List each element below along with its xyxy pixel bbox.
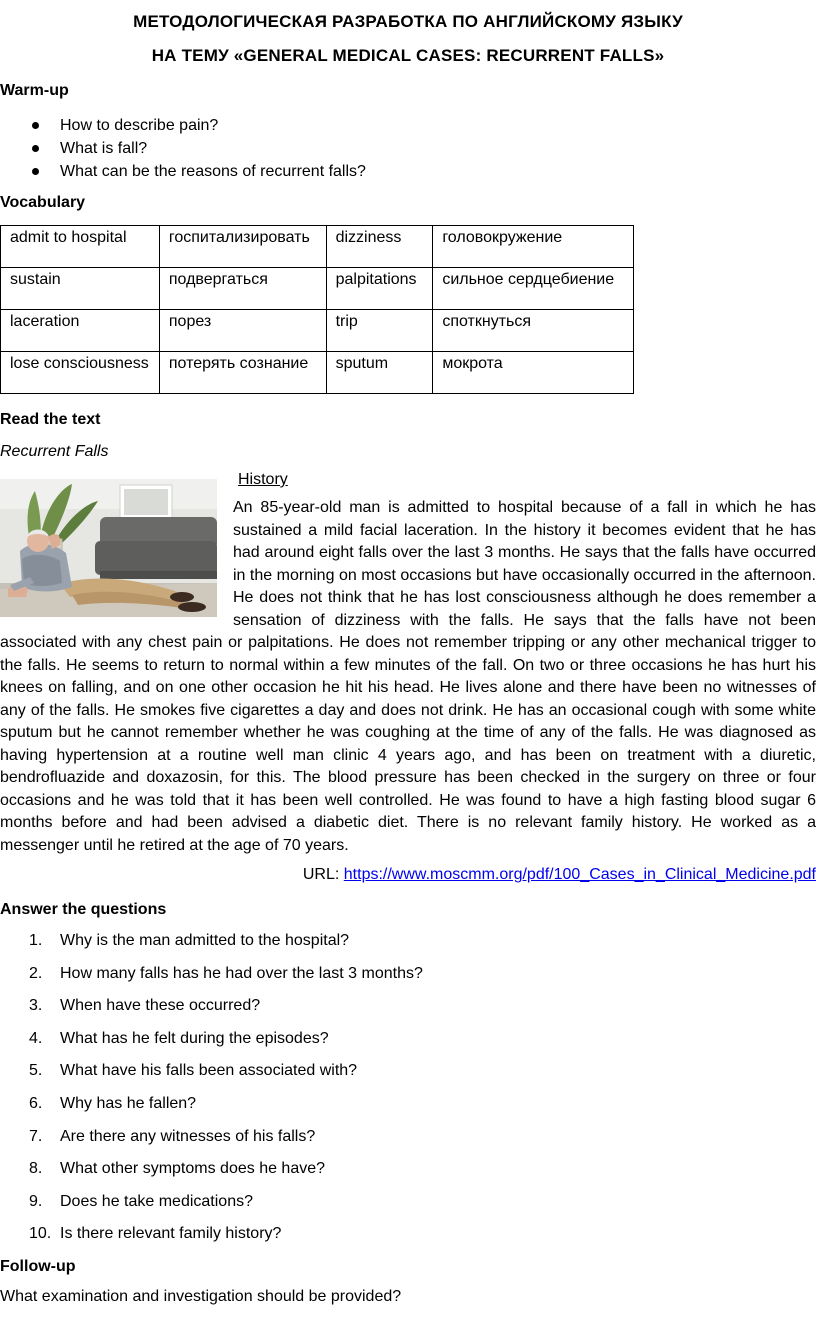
questions-heading: Answer the questions <box>0 901 167 918</box>
vocabulary-row <box>1 352 634 394</box>
question-text: What has he felt during the episodes? <box>60 1029 329 1047</box>
warmup-list <box>0 114 366 183</box>
vocab-translation: головокружение <box>433 226 634 268</box>
vocabulary-row <box>1 310 634 352</box>
vocab-term: palpitations <box>326 268 433 310</box>
question-item <box>0 929 423 962</box>
warmup-item: How to describe pain? <box>0 114 366 137</box>
question-item <box>0 1125 423 1158</box>
question-text: What have his falls been associated with? <box>60 1062 358 1080</box>
vocab-term: lose consciousness <box>1 352 160 394</box>
vocab-translation: порез <box>159 310 326 352</box>
question-number: 7. <box>29 1127 43 1145</box>
url-label: URL: <box>302 866 344 883</box>
vocab-term: trip <box>326 310 433 352</box>
vocabulary-table <box>0 225 634 394</box>
warmup-heading: Warm-up <box>0 82 69 99</box>
case-history-paragraph: An 85-year-old man is admitted to hospital because of a fall in which he has sustained a mild facial laceration. In the history it becomes evident that he has had around eight falls over the last 3 months. He says that the falls have occurred in the morning on most occasions but have occasionally occurred in the afternoon. He does not think that he has lost consciousness although he does remember a sensation of dizziness with the falls. He says that the falls have not been associated with any chest pain or palpitations. He does not remember tripping or any other mechanical trigger to the falls. He seems to return to normal within a few minutes of the fall. On two or three occasions he has hurt his knees on falling, and on one other occasion he hit his head. He lives alone and there have been no witnesses of any of the falls. He smokes five cigarettes a day and does not drink. He has an occasional cough with some white sputum but he cannot remember whether he was coughing at the time of any of the falls. He was diagnosed as having hypertension at a routine well man clinic 4 years ago, and has been on treatment with a diuretic, bendrofluazide and doxazosin, for this. The blood pressure has been checked in the surgery on three or four occasions and he was told that it has been well controlled. He was found to have a high fasting blood sugar 6 months before and had been advised a diabetic diet. There is no relevant family history. He worked as a messenger until he retired at the age of 70 years. <box>0 499 816 854</box>
vocab-term: admit to hospital <box>1 226 160 268</box>
document-title-line-2: НА ТЕМУ «GENERAL MEDICAL CASES: RECURRENT FALLS» <box>151 46 665 65</box>
vocab-translation: потерять сознание <box>159 352 326 394</box>
question-text: Why has he fallen? <box>60 1094 197 1112</box>
question-item <box>0 1157 423 1190</box>
question-item <box>0 1027 423 1060</box>
followup-text: What examination and investigation should be provided? <box>0 1288 402 1305</box>
followup-heading: Follow-up <box>0 1258 76 1275</box>
question-text: When have these occurred? <box>60 997 261 1015</box>
question-number: 2. <box>29 964 43 982</box>
question-number: 10. <box>29 1225 52 1243</box>
history-label: History <box>238 471 288 488</box>
question-item <box>0 1092 423 1125</box>
question-text: Does he take medications? <box>60 1192 253 1210</box>
question-item <box>0 1059 423 1092</box>
question-number: 6. <box>29 1094 43 1112</box>
vocab-translation: мокрота <box>433 352 634 394</box>
question-number: 1. <box>29 932 43 949</box>
source-url-link[interactable]: https://www.moscmm.org/pdf/100_Cases_in_Clinical_Medicine.pdf <box>343 866 816 883</box>
warmup-item: What is fall? <box>0 137 366 160</box>
vocab-term: sustain <box>1 268 160 310</box>
question-number: 9. <box>29 1192 43 1210</box>
question-number: 4. <box>29 1029 43 1047</box>
vocab-term: laceration <box>1 310 160 352</box>
question-text: Is there relevant family history? <box>60 1225 282 1243</box>
reading-subtitle: Recurrent Falls <box>0 443 109 460</box>
vocabulary-row <box>1 226 634 268</box>
warmup-item: What can be the reasons of recurrent falls? <box>0 160 366 183</box>
question-number: 5. <box>29 1062 43 1080</box>
vocabulary-row <box>1 268 634 310</box>
source-url-line <box>303 866 816 884</box>
vocab-translation: споткнуться <box>433 310 634 352</box>
document-title-line-1: МЕТОДОЛОГИЧЕСКАЯ РАЗРАБОТКА ПО АНГЛИЙСКОМУ ЯЗЫКУ <box>133 12 683 31</box>
question-item <box>0 994 423 1027</box>
question-number: 3. <box>29 997 43 1015</box>
vocab-translation: подвергаться <box>159 268 326 310</box>
reading-heading: Read the text <box>0 411 101 428</box>
vocab-term: dizziness <box>326 226 433 268</box>
question-text: How many falls has he had over the last 3 months? <box>60 964 423 982</box>
question-text: Are there any witnesses of his falls? <box>60 1127 316 1145</box>
question-text: What other symptoms does he have? <box>60 1160 326 1178</box>
vocab-term: sputum <box>326 352 433 394</box>
case-history-text <box>0 497 816 857</box>
vocab-translation: госпитализировать <box>159 226 326 268</box>
photo-wrap-spacer <box>0 497 233 632</box>
vocab-translation: сильное сердцебиение <box>433 268 634 310</box>
question-text: Why is the man admitted to the hospital? <box>60 932 350 949</box>
question-item <box>0 1190 423 1223</box>
question-item <box>0 962 423 995</box>
vocabulary-heading: Vocabulary <box>0 194 86 211</box>
questions-list <box>0 929 423 1255</box>
question-item <box>0 1222 423 1255</box>
question-number: 8. <box>29 1160 43 1178</box>
